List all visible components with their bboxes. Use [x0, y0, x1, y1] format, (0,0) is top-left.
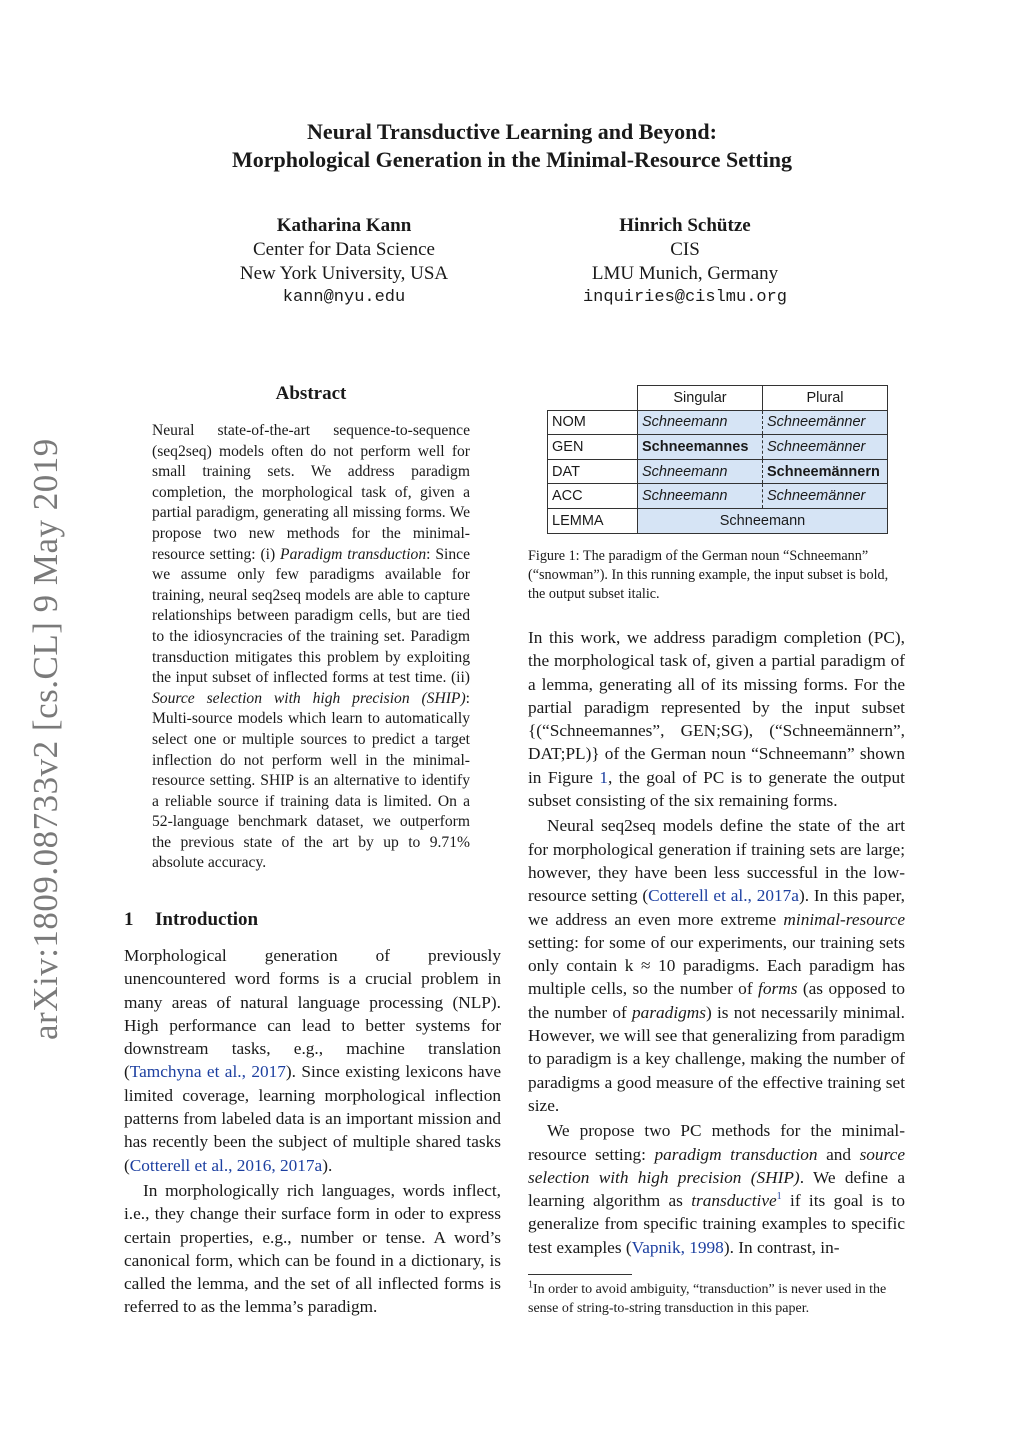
paragraph: In this work, we address paradigm completion (PC), the morphological task of, given a partial paradigm of a lemma, generating all of its missing forms. For the partial paradigm represented by the input subset {(“Schneemannes”, GEN;SG), (“Schneemännern”, DAT;PL)} of the German noun “Schneemann” shown in Figure 1, the goal of PC is to generate the output subset consisting of the six remaining forms.: [528, 628, 905, 811]
table-cell: Schneemänner: [763, 435, 888, 460]
row-label: ACC: [548, 484, 638, 509]
table-cell: Schneemann: [638, 410, 763, 435]
column-header-singular: Singular: [638, 386, 763, 411]
table-row-lemma: [548, 508, 888, 533]
citation-link[interactable]: Vapnik, 1998: [631, 1237, 724, 1257]
author-name: Hinrich Schütze: [619, 215, 751, 236]
row-label: NOM: [548, 410, 638, 435]
author-block-1: [194, 214, 494, 310]
section-heading: 1 Introduction: [124, 909, 259, 930]
author-block-2: [535, 214, 835, 310]
footnote-marker[interactable]: 1: [776, 1191, 782, 1203]
author-name: Katharina Kann: [276, 215, 412, 236]
abstract-heading: Abstract: [275, 383, 347, 404]
table-row: [548, 435, 888, 460]
paragraph: Morphological generation of previously unencountered word forms is a crucial problem in many areas of natural language processing (NLP). High performance can lead to better systems for downstream tasks, e.g., machine translation (Tamchyna et al., 2017). Since existing lexicons have limited coverage, learning morphological inflection patterns from labeled data is an important mission and has recently been the subject of multiple shared tasks (Cotterell et al., 2016, 2017a).: [124, 946, 501, 1175]
table-cell: Schneemänner: [763, 410, 888, 435]
row-label: LEMMA: [548, 508, 638, 533]
paradigm-table: [547, 385, 888, 534]
citation-link[interactable]: Cotterell et al., 2016, 2017a: [129, 1155, 323, 1175]
paragraph: In morphologically rich languages, words inflect, i.e., they change their surface form in oder to express certain properties, e.g., number or tense. A word’s canonical form, which can be found in a dictionary, is called the lemma, and the set of all inflected forms is referred to as the lemma’s paradigm.: [124, 1180, 501, 1317]
table-row: [548, 484, 888, 509]
table-cell: Schneemann: [638, 484, 763, 509]
citation-link[interactable]: Tamchyna et al., 2017: [129, 1062, 286, 1082]
row-label: GEN: [548, 435, 638, 460]
table-cell: Schneemänner: [763, 484, 888, 509]
author-email[interactable]: inquiries@cislmu.org: [582, 288, 788, 307]
author-affiliation: Center for Data Science: [253, 239, 435, 260]
table-header-row: [548, 386, 888, 411]
title-line-2: Morphological Generation in the Minimal-Resource Setting: [232, 147, 792, 172]
table-cell: Schneemannes: [638, 435, 763, 460]
intro-left-column: [124, 944, 501, 1319]
author-email[interactable]: kann@nyu.edu: [282, 288, 406, 307]
figure-reference-link[interactable]: 1: [599, 767, 608, 787]
paper-title: [0, 118, 1024, 174]
intro-right-column: [528, 626, 905, 1259]
abstract-text: Neural state-of-the-art sequence-to-sequence (seq2seq) models often do not perform well for small training sets. We address paradigm completion, the morphological task of, given a partial paradigm, generating all missing forms. We propose two new methods for the minimal-resource setting: (i) Paradigm transduction: Since we assume only few paradigms available for training, neural seq2seq models are able to capture relationships between paradigm cells, but are tied to the idiosyncracies of the training set. Paradigm transduction mitigates this problem by exploiting the input subset of inflected forms at test time. (ii) Source selection with high precision (SHIP): Multi-source models which learn to automatically select one or multiple sources to predict a target inflection do not perform well in the minimal-resource setting. SHIP is an alternative to identify a reliable source if training data is limited. On a 52-language benchmark dataset, we outperform the previous state of the art by up to 9.71% absolute accuracy.: [152, 422, 470, 872]
method-name: Paradigm transduction: [280, 545, 427, 563]
lemma-cell: Schneemann: [638, 508, 888, 533]
footnote: $^1$In order to avoid ambiguity, “transduction” is never used in the sense of string-to-string transduction in this paper.: [528, 1279, 887, 1316]
column-header-plural: Plural: [763, 386, 888, 411]
table-row: [548, 410, 888, 435]
arxiv-side-stamp: arXiv:1809.08733v2 [cs.CL] 9 May 2019: [26, 438, 65, 1040]
citation-link[interactable]: Cotterell et al., 2017a: [648, 886, 799, 906]
author-affiliation: LMU Munich, Germany: [591, 263, 779, 284]
author-affiliation: New York University, USA: [239, 263, 449, 284]
paragraph: Neural seq2seq models define the state of the art for morphological generation if training sets are large; however, they have been less successful in the low-resource setting (Cotterell et al., 2017a). In this paper, we address an even more extreme minimal-resource setting: for some of our experiments, our training sets only contain k ≈ 10 paradigms. Each paradigm has multiple cells, so the number of forms (as opposed to the number of paradigms) is not necessarily minimal. However, we will see that generalizing from paradigm to paradigm is a key challenge, making the number of paradigms a good measure of the effective training set size.: [528, 816, 906, 1115]
method-name: Source selection with high precision (SHIP): [152, 689, 466, 707]
table-cell: Schneemännern: [763, 459, 888, 484]
row-label: DAT: [548, 459, 638, 484]
author-affiliation: CIS: [670, 239, 700, 260]
table-row: [548, 459, 888, 484]
footnote-divider: [528, 1274, 632, 1275]
figure-caption: Figure 1: The paradigm of the German noun “Schneemann” (“snowman”). In this running example, the input subset is bold, the output subset italic.: [528, 548, 889, 603]
title-line-1: Neural Transductive Learning and Beyond:: [307, 119, 717, 144]
paragraph: We propose two PC methods for the minimal-resource setting: paradigm transduction and source selection with high precision (SHIP). We define a learning algorithm as transductive$^1$ if its goal is to generalize from specific training examples to specific test examples (Vapnik, 1998). In contrast, in-: [528, 1121, 906, 1257]
table-cell: Schneemann: [638, 459, 763, 484]
